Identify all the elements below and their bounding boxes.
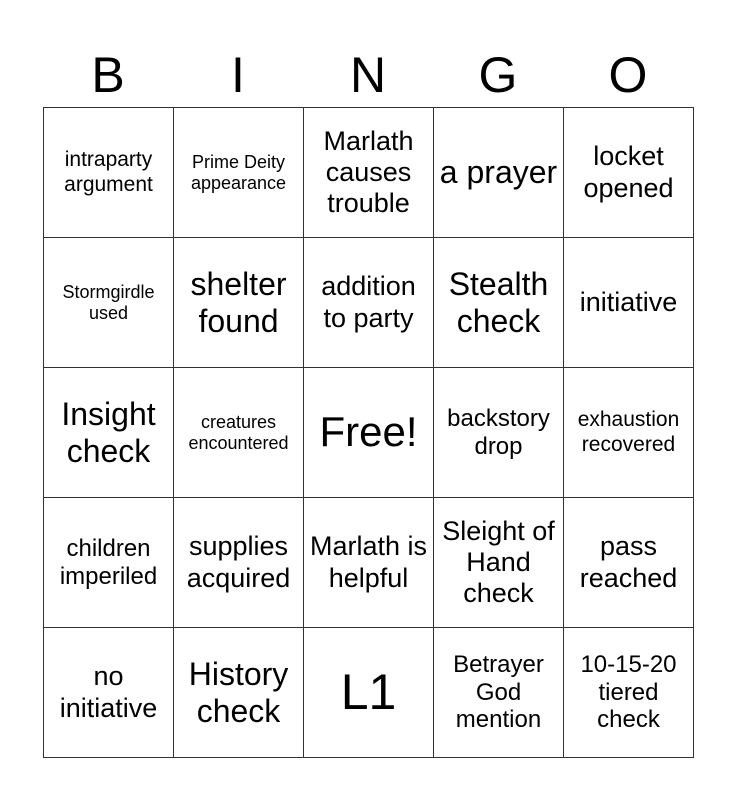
bingo-cell[interactable]: Marlath is helpful: [304, 498, 434, 628]
bingo-cell[interactable]: Marlath causes trouble: [304, 108, 434, 238]
free-space-cell[interactable]: Free!: [304, 368, 434, 498]
board-row: [44, 628, 694, 758]
bingo-cell[interactable]: 10-15-20 tiered check: [564, 628, 694, 758]
bingo-cell[interactable]: backstory drop: [434, 368, 564, 498]
bingo-cell[interactable]: creatures encountered: [174, 368, 304, 498]
bingo-cell[interactable]: Betrayer God mention: [434, 628, 564, 758]
bingo-cell[interactable]: a prayer: [434, 108, 564, 238]
bingo-cell[interactable]: Stormgirdle used: [44, 238, 174, 368]
bingo-cell[interactable]: Sleight of Hand check: [434, 498, 564, 628]
bingo-cell[interactable]: locket opened: [564, 108, 694, 238]
header-letter-o: O: [608, 47, 648, 103]
header-letter-g: G: [478, 47, 518, 103]
header-letter-b: B: [91, 47, 125, 103]
board-row: [44, 498, 694, 628]
board-row: [44, 108, 694, 238]
board-row: [44, 368, 694, 498]
header-letter-i: I: [231, 47, 245, 103]
bingo-cell[interactable]: addition to party: [304, 238, 434, 368]
bingo-board: [43, 107, 694, 758]
bingo-header: [43, 44, 693, 106]
bingo-cell[interactable]: pass reached: [564, 498, 694, 628]
bingo-cell[interactable]: History check: [174, 628, 304, 758]
bingo-cell[interactable]: Insight check: [44, 368, 174, 498]
board-row: [44, 238, 694, 368]
bingo-cell[interactable]: Stealth check: [434, 238, 564, 368]
bingo-cell[interactable]: intraparty argument: [44, 108, 174, 238]
bingo-cell[interactable]: initiative: [564, 238, 694, 368]
bingo-cell[interactable]: children imperiled: [44, 498, 174, 628]
bingo-cell[interactable]: exhaustion recovered: [564, 368, 694, 498]
bingo-cell[interactable]: supplies acquired: [174, 498, 304, 628]
bingo-cell[interactable]: L1: [304, 628, 434, 758]
bingo-cell[interactable]: no initiative: [44, 628, 174, 758]
bingo-cell[interactable]: shelter found: [174, 238, 304, 368]
bingo-cell[interactable]: Prime Deity appearance: [174, 108, 304, 238]
header-letter-n: N: [349, 47, 387, 103]
